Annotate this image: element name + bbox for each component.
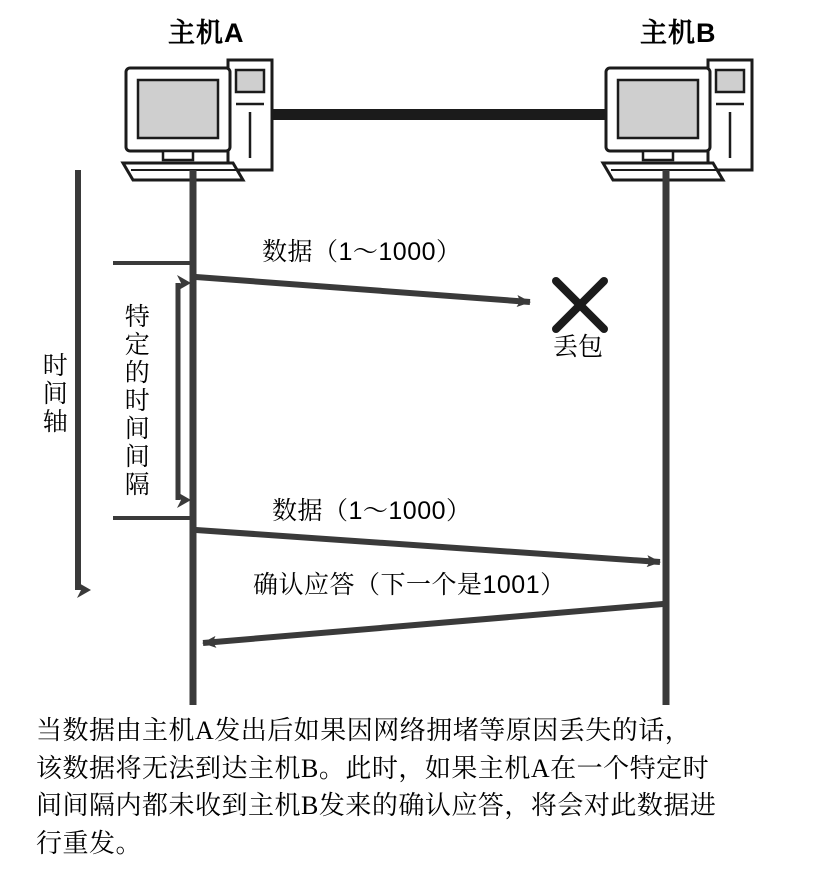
packet-loss-label: 丢包	[553, 333, 604, 361]
message-arrow-ack	[203, 604, 663, 643]
host-a-label: 主机A	[168, 18, 245, 48]
message-label-data-retransmit: 数据（1～1000）	[272, 497, 472, 525]
host-a-computer-icon	[123, 60, 272, 180]
figure-caption	[36, 712, 814, 863]
host-b-computer-icon	[603, 60, 752, 180]
packet-loss-x-icon	[556, 281, 604, 329]
caption-line: 该数据将无法到达主机B。此时，如果主机A在一个特定时	[36, 753, 710, 783]
message-label-data-lost: 数据（1～1000）	[262, 238, 462, 266]
network-cable	[255, 109, 617, 120]
caption-line: 间间隔内都未收到主机B发来的确认应答，将会对此数据进	[36, 791, 717, 821]
host-b-label: 主机B	[640, 18, 717, 48]
message-label-ack: 确认应答（下一个是1001）	[253, 571, 566, 599]
caption-line: 行重发。	[36, 829, 143, 859]
interval-label: 特定的时间间隔	[121, 303, 150, 499]
time-axis-label: 时间轴	[39, 352, 68, 436]
message-arrow-data-lost	[196, 277, 530, 302]
message-arrow-data-retransmit	[196, 530, 660, 562]
caption-line: 当数据由主机A发出后如果因网络拥堵等原因丢失的话，	[36, 716, 692, 745]
